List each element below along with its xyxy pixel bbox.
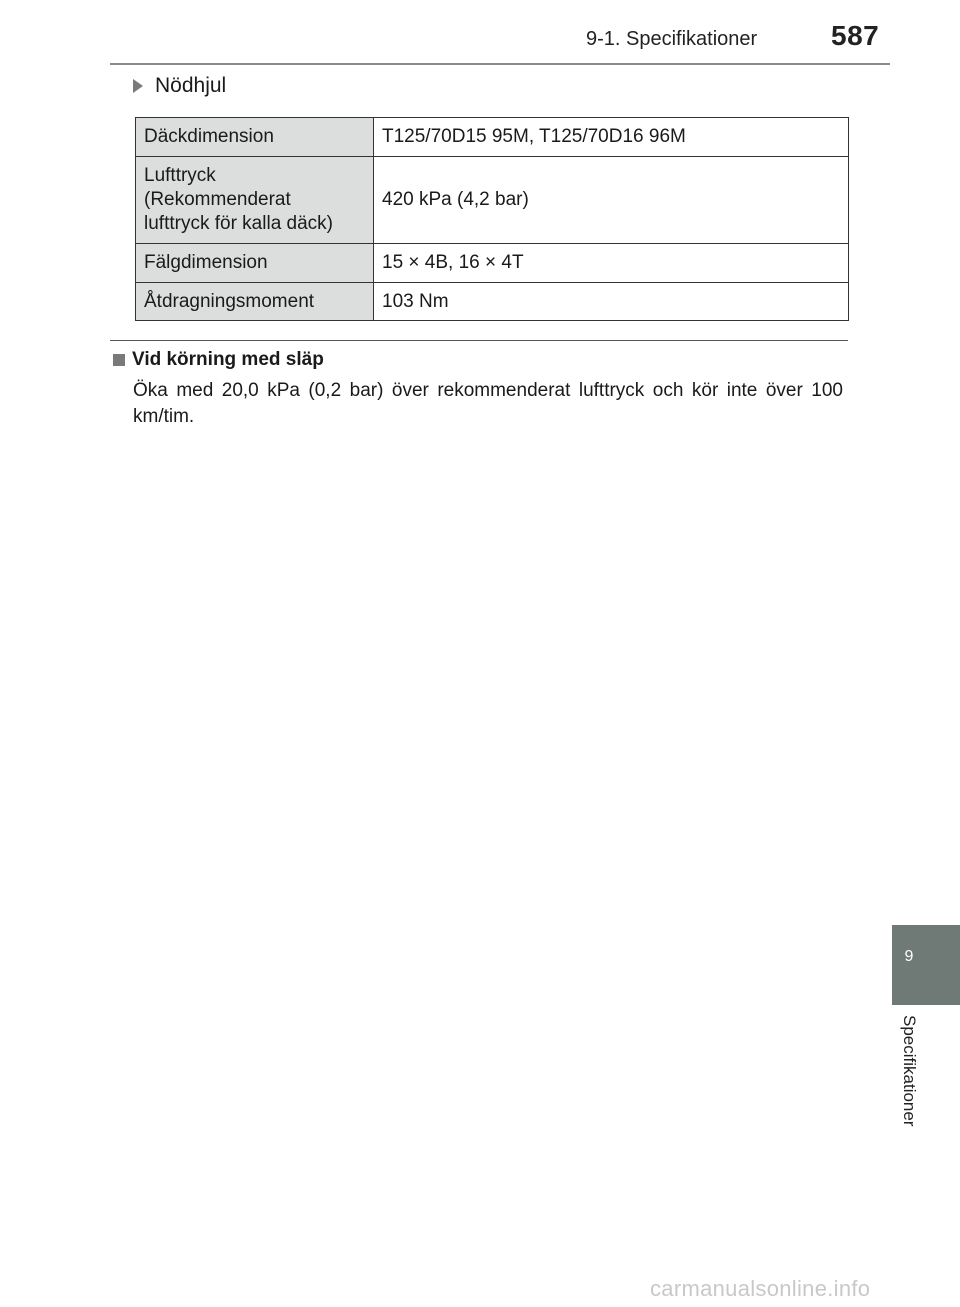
table-row: [136, 244, 849, 283]
chapter-label: Specifikationer: [900, 1015, 919, 1127]
table-value-cell: 15 × 4B, 16 × 4T: [374, 244, 849, 283]
table-row: [136, 283, 849, 321]
table-row: [136, 157, 849, 244]
spec-table: [135, 117, 849, 321]
table-value-cell: 103 Nm: [374, 283, 849, 321]
square-bullet-icon: [113, 354, 125, 366]
header-divider: [110, 63, 890, 65]
table-value-cell: 420 kPa (4,2 bar): [374, 157, 849, 244]
subheading: [133, 74, 226, 98]
table-key-cell: Fälgdimension: [136, 244, 374, 283]
table-key-cell: Åtdragningsmoment: [136, 283, 374, 321]
note-body: Öka med 20,0 kPa (0,2 bar) över rekommenderat lufttryck och kör inte över 100 km/tim.: [133, 380, 843, 427]
note-heading-text: Vid körning med släp: [132, 349, 324, 370]
section-title: 9-1. Specifikationer: [586, 28, 758, 50]
table-value-cell: T125/70D15 95M, T125/70D16 96M: [374, 118, 849, 157]
subheading-text: Nödhjul: [155, 74, 227, 97]
page-number: 587: [831, 20, 880, 51]
triangle-bullet-icon: [133, 79, 143, 93]
section-divider: [110, 340, 848, 341]
table-key-cell: Däckdimension: [136, 118, 374, 157]
watermark: carmanualsonline.info: [650, 1276, 871, 1301]
note-heading: [113, 349, 324, 371]
table-key-cell: Lufttryck (Rekommenderat lufttryck för kalla däck): [136, 157, 374, 244]
chapter-number: 9: [904, 948, 914, 965]
table-row: [136, 118, 849, 157]
